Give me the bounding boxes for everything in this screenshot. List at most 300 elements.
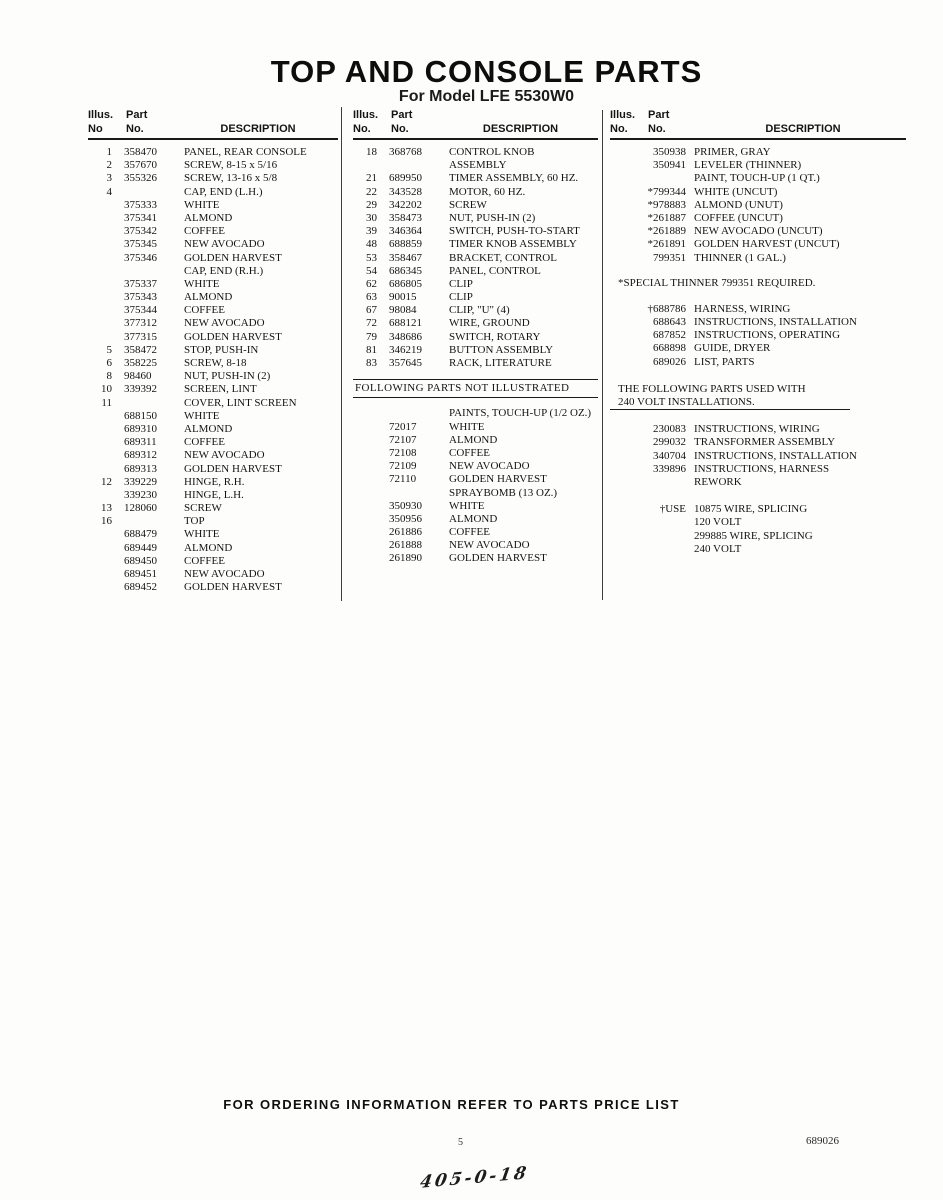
table-row <box>88 146 338 159</box>
description-cell: THINNER (1 GAL.) <box>694 251 786 264</box>
part-no-cell: 261888 <box>389 539 422 552</box>
column-header <box>353 106 598 140</box>
description-cell: COFFEE <box>184 304 225 317</box>
column-header-line1 <box>353 108 598 122</box>
description-cell: CLIP, "U" (4) <box>449 304 510 317</box>
part-no-cell: 350941 <box>653 159 686 172</box>
illus-no-cell: 79 <box>366 330 377 343</box>
description-cell: GOLDEN HARVEST (UNCUT) <box>694 238 840 251</box>
table-row <box>88 410 338 423</box>
table-row <box>610 316 906 329</box>
illus-no-cell <box>610 463 630 476</box>
part-no-cell: 357645 <box>389 357 422 369</box>
description-cell: ALMOND <box>184 211 233 224</box>
part-no-cell: 687852 <box>653 329 686 342</box>
table-row <box>353 473 598 486</box>
description-cell: SCREW, 8-18 <box>184 357 247 369</box>
description-cell: TOP <box>184 515 205 528</box>
table-row <box>88 344 338 357</box>
table-row <box>610 476 906 489</box>
part-no-cell: 350956 <box>389 512 422 525</box>
table-row <box>88 265 338 278</box>
row-spacer <box>610 410 906 423</box>
description-cell: HINGE, R.H. <box>184 475 245 488</box>
table-row <box>610 238 906 251</box>
illus-no-cell <box>610 238 630 251</box>
description-cell: TRANSFORMER ASSEMBLY <box>694 436 836 449</box>
description-cell: NEW AVOCADO (UNCUT) <box>694 225 823 238</box>
page-title: TOP AND CONSOLE PARTS <box>270 54 703 89</box>
illus-no-cell: 8 <box>106 370 112 383</box>
part-no-cell <box>389 159 441 172</box>
illus-no-cell <box>610 436 630 449</box>
illus-no-cell: 2 <box>106 159 112 172</box>
table-row <box>610 543 906 556</box>
column-divider <box>341 107 342 601</box>
illus-no-cell <box>610 342 630 355</box>
handwritten-note: 405-0-18 <box>418 1163 531 1193</box>
part-no-cell: 689311 <box>124 436 157 449</box>
illus-no-cell <box>88 410 112 423</box>
illus-no-cell <box>610 516 630 529</box>
table-row <box>610 450 906 463</box>
description-cell: NUT, PUSH-IN (2) <box>184 370 271 383</box>
description-cell: COFFEE (UNCUT) <box>694 211 783 224</box>
column-header-line2 <box>88 122 338 136</box>
part-no-cell: 368768 <box>389 146 422 158</box>
illus-no-cell <box>88 489 112 502</box>
illus-no-cell <box>88 542 112 555</box>
illus-no-cell <box>88 423 112 436</box>
table-row <box>88 186 338 199</box>
part-no-cell: 358225 <box>124 357 157 369</box>
description-cell: WIRE, GROUND <box>449 317 530 330</box>
illus-no-cell <box>610 543 630 556</box>
note-line: 240 VOLT INSTALLATIONS. <box>610 396 850 410</box>
table-row <box>88 555 338 568</box>
illus-no-cell <box>353 407 377 420</box>
part-no-cell: 346219 <box>389 343 422 356</box>
illus-no-cell <box>88 304 112 317</box>
description-cell: SCREW <box>184 502 222 515</box>
table-row <box>353 552 598 565</box>
illus-no-cell: 13 <box>101 502 112 515</box>
illus-no-cell <box>610 303 630 316</box>
table-row <box>88 238 338 251</box>
illus-no-cell: 39 <box>366 225 377 238</box>
description-cell: RACK, LITERATURE <box>449 357 552 369</box>
description-cell: LIST, PARTS <box>694 355 755 368</box>
table-row <box>88 199 338 212</box>
description-cell: ALMOND <box>449 512 498 525</box>
description-cell: INSTRUCTIONS, WIRING <box>694 423 820 436</box>
part-no-cell: 339896 <box>653 462 686 475</box>
parts-column-3 <box>610 106 906 556</box>
table-row <box>88 172 338 185</box>
illus-no-cell <box>610 530 630 543</box>
part-no-cell: 299032 <box>653 436 686 449</box>
illus-no-cell: 4 <box>106 185 112 198</box>
table-row <box>88 212 338 225</box>
table-row <box>353 159 598 172</box>
illus-no-cell: 12 <box>101 475 112 488</box>
description-cell: NEW AVOCADO <box>184 568 265 580</box>
illus-no-cell: 29 <box>366 198 377 211</box>
part-no-cell <box>634 476 686 489</box>
table-row <box>610 436 906 449</box>
description-cell: PRIMER, GRAY <box>694 146 771 158</box>
table-row <box>88 278 338 291</box>
part-no-cell: 689450 <box>124 554 157 567</box>
description-cell: ALMOND <box>184 541 233 554</box>
column-divider <box>602 110 603 600</box>
part-no-cell: 688150 <box>124 409 157 422</box>
illus-no-cell <box>610 476 630 489</box>
description-cell: COVER, LINT SCREEN <box>184 396 297 409</box>
illus-no-cell <box>353 513 377 526</box>
description-cell: SCREW, 8-15 x 5/16 <box>184 159 278 172</box>
illus-no-cell <box>88 238 112 251</box>
illus-no-cell: 67 <box>366 304 377 317</box>
table-row <box>610 225 906 238</box>
part-no-cell: 261886 <box>389 526 422 539</box>
row-spacer <box>610 489 906 503</box>
part-no-cell: 355326 <box>124 172 157 185</box>
illus-no-cell <box>610 329 630 342</box>
part-no-cell: 72110 <box>389 473 417 486</box>
table-row <box>353 317 598 330</box>
illus-no-cell: 72 <box>366 317 377 330</box>
description-cell: CAP, END (L.H.) <box>184 185 263 198</box>
description-cell: 120 VOLT <box>694 516 742 529</box>
description-cell: 240 VOLT <box>694 542 742 555</box>
table-row <box>610 356 906 369</box>
part-no-cell: 688643 <box>653 316 686 329</box>
description-cell: WHITE <box>184 198 220 211</box>
part-no-cell: *799344 <box>647 185 686 198</box>
illus-header-label: Illus. <box>610 109 636 121</box>
illus-no-cell <box>610 503 630 516</box>
part-no-cell: 689310 <box>124 422 157 435</box>
description-header: DESCRIPTION <box>220 123 296 135</box>
part-no-cell: 689449 <box>124 541 157 554</box>
table-row <box>88 159 338 172</box>
description-header: DESCRIPTION <box>765 123 841 135</box>
description-cell: SCREW <box>449 198 487 211</box>
table-row <box>88 383 338 396</box>
part-no-cell <box>634 543 686 556</box>
part-no-cell: 689451 <box>124 568 157 580</box>
description-cell: WHITE <box>449 499 485 512</box>
table-row <box>88 463 338 476</box>
table-row <box>610 252 906 265</box>
description-cell: PAINT, TOUCH-UP (1 QT.) <box>694 172 820 185</box>
table-row <box>353 252 598 265</box>
description-cell: GOLDEN HARVEST <box>184 462 282 475</box>
illus-no-cell <box>88 278 112 291</box>
illus-no-cell <box>353 460 377 473</box>
table-row <box>610 530 906 543</box>
column-header-line2 <box>353 122 598 136</box>
illus-no-cell <box>88 568 112 581</box>
description-cell: STOP, PUSH-IN <box>184 343 259 356</box>
part-no-cell: 346364 <box>389 225 422 238</box>
parts-rows <box>610 146 906 556</box>
description-cell: GOLDEN HARVEST <box>449 473 547 486</box>
table-row <box>88 252 338 265</box>
description-cell: PANEL, REAR CONSOLE <box>184 146 307 158</box>
illus-no-cell <box>88 317 112 330</box>
table-row <box>353 526 598 539</box>
table-row <box>88 331 338 344</box>
description-cell: REWORK <box>694 475 742 488</box>
description-cell: GUIDE, DRYER <box>694 342 771 355</box>
illus-no-cell <box>610 450 630 463</box>
table-row <box>88 502 338 515</box>
part-no-cell: 350930 <box>389 499 422 512</box>
table-row <box>88 436 338 449</box>
description-cell: TIMER KNOB ASSEMBLY <box>449 238 577 251</box>
illus-no-cell <box>353 539 377 552</box>
row-spacer <box>610 369 906 383</box>
part-no-cell <box>124 265 176 278</box>
part-no-cell: 688479 <box>124 528 157 541</box>
description-cell: NEW AVOCADO <box>184 317 265 330</box>
table-row <box>88 370 338 383</box>
illus-no-cell: 10 <box>101 383 112 396</box>
part-no-cell: 72107 <box>389 433 417 446</box>
description-cell: PAINTS, TOUCH-UP (1/2 OZ.) <box>449 407 592 420</box>
description-cell: CLIP <box>449 277 473 290</box>
description-cell: WHITE <box>184 409 220 422</box>
part-no-cell: 668898 <box>653 342 686 355</box>
part-no-cell <box>634 530 686 543</box>
illus-no-cell: 30 <box>366 211 377 224</box>
illus-no-cell <box>610 146 630 159</box>
description-cell: TIMER ASSEMBLY, 60 HZ. <box>449 172 579 185</box>
table-row <box>353 265 598 278</box>
part-no-cell: 339392 <box>124 383 157 396</box>
description-cell: LEVELER (THINNER) <box>694 159 802 172</box>
table-row <box>88 304 338 317</box>
part-no-cell: †688786 <box>647 302 686 315</box>
table-row <box>610 342 906 355</box>
illus-no-cell: 11 <box>101 396 112 409</box>
part-no-cell: 342202 <box>389 198 422 211</box>
table-row <box>610 463 906 476</box>
part-header-label: Part <box>391 109 413 121</box>
description-cell: INSTRUCTIONS, INSTALLATION <box>694 449 857 462</box>
illus-no-cell: 53 <box>366 251 377 264</box>
part-no-cell: 688121 <box>389 317 422 330</box>
part-no-cell: *261889 <box>647 225 686 238</box>
part-no-cell: 339230 <box>124 488 157 501</box>
illus-no-cell: 48 <box>366 238 377 251</box>
column-header <box>610 106 906 140</box>
table-row <box>353 146 598 159</box>
part-no-header: No. <box>126 123 144 135</box>
illus-no-cell: 22 <box>366 185 377 198</box>
table-row <box>610 423 906 436</box>
part-no-cell: 377315 <box>124 330 157 343</box>
illus-no-header: No. <box>610 123 628 135</box>
illus-no-cell: 1 <box>106 146 112 158</box>
part-no-cell: 358470 <box>124 146 157 158</box>
parts-column-2 <box>353 106 598 566</box>
description-cell: HARNESS, WIRING <box>694 302 791 315</box>
illus-no-cell <box>88 212 112 225</box>
table-row <box>353 291 598 304</box>
illus-no-cell <box>353 552 377 565</box>
description-cell: CLIP <box>449 291 473 304</box>
table-row <box>610 146 906 159</box>
part-no-cell: 375337 <box>124 277 157 290</box>
part-no-cell: 72017 <box>389 420 417 433</box>
description-cell: GOLDEN HARVEST <box>184 330 282 343</box>
section-header: FOLLOWING PARTS NOT ILLUSTRATED <box>353 379 598 398</box>
part-no-cell: 686345 <box>389 264 422 277</box>
part-no-header: No. <box>648 123 666 135</box>
description-cell: INSTRUCTIONS, OPERATING <box>694 329 841 342</box>
part-no-cell: 128060 <box>124 502 157 515</box>
table-row <box>353 447 598 460</box>
header-rule <box>353 138 598 140</box>
description-header: DESCRIPTION <box>482 123 559 135</box>
doc-number: 689026 <box>806 1135 839 1147</box>
illus-no-cell <box>88 331 112 344</box>
table-row <box>353 225 598 238</box>
illus-no-cell <box>88 199 112 212</box>
column-header-line1 <box>88 108 338 122</box>
description-cell: COFFEE <box>449 526 490 539</box>
part-no-cell: *261887 <box>647 211 686 224</box>
illus-no-cell: 16 <box>101 515 112 528</box>
description-cell: WHITE (UNCUT) <box>694 185 778 198</box>
table-row <box>353 344 598 357</box>
part-no-cell: *261891 <box>647 238 686 251</box>
part-no-cell: 350938 <box>653 146 686 158</box>
part-no-cell <box>124 186 176 199</box>
table-row <box>610 503 906 516</box>
parts-rows <box>88 146 338 594</box>
illus-no-cell <box>610 423 630 436</box>
part-no-cell <box>124 397 176 410</box>
model-subtitle: For Model LFE 5530W0 <box>398 88 575 105</box>
description-cell: NEW AVOCADO <box>449 539 530 552</box>
parts-column-1 <box>88 106 338 594</box>
illus-no-cell <box>610 225 630 238</box>
part-no-cell: 689312 <box>124 449 157 462</box>
part-no-cell: 340704 <box>653 449 686 462</box>
description-cell: ALMOND <box>449 433 498 446</box>
part-no-cell <box>389 407 441 420</box>
illus-no-cell: 83 <box>366 357 377 369</box>
row-spacer <box>610 265 906 277</box>
description-cell: WHITE <box>184 528 220 541</box>
illus-no-cell <box>88 252 112 265</box>
table-row <box>88 317 338 330</box>
illus-no-cell <box>353 526 377 539</box>
part-no-cell: 72109 <box>389 460 417 473</box>
table-row <box>353 304 598 317</box>
table-row <box>88 542 338 555</box>
part-no-cell: 689313 <box>124 462 157 475</box>
row-spacer <box>610 290 906 303</box>
note-line: *SPECIAL THINNER 799351 REQUIRED. <box>618 276 816 289</box>
illus-no-cell <box>610 186 630 199</box>
table-row <box>353 278 598 291</box>
table-row <box>353 186 598 199</box>
part-no-cell: 375345 <box>124 238 157 251</box>
table-row <box>88 397 338 410</box>
part-no-cell: 375346 <box>124 251 157 264</box>
illus-header-label: Illus. <box>88 109 114 121</box>
illus-no-cell: 6 <box>106 357 112 369</box>
description-cell: GOLDEN HARVEST <box>184 251 282 264</box>
illus-no-cell <box>610 159 630 172</box>
note-line: THE FOLLOWING PARTS USED WITH <box>618 382 806 395</box>
table-row <box>610 159 906 172</box>
table-row <box>353 513 598 526</box>
part-no-cell: 689950 <box>389 172 422 185</box>
description-cell: 10875 WIRE, SPLICING <box>694 503 808 516</box>
table-row <box>88 515 338 528</box>
description-cell: SCREW, 13-16 x 5/8 <box>184 172 278 185</box>
part-no-cell: 689452 <box>124 581 157 594</box>
table-row <box>353 199 598 212</box>
description-cell: COFFEE <box>449 446 490 459</box>
part-no-cell <box>124 515 176 528</box>
description-cell: ASSEMBLY <box>449 159 507 172</box>
illus-no-cell <box>353 159 377 172</box>
table-row <box>88 225 338 238</box>
description-cell: NUT, PUSH-IN (2) <box>449 211 536 224</box>
table-row <box>610 212 906 225</box>
table-row <box>610 186 906 199</box>
part-no-cell: *978883 <box>647 198 686 211</box>
table-row <box>353 238 598 251</box>
table-row <box>610 199 906 212</box>
illus-no-header: No <box>88 123 103 135</box>
description-cell: COFFEE <box>184 554 225 567</box>
part-no-header: No. <box>391 123 409 135</box>
illus-no-cell: 54 <box>366 264 377 277</box>
part-no-cell: 799351 <box>653 251 686 264</box>
table-row <box>353 212 598 225</box>
description-cell: NEW AVOCADO <box>184 238 265 251</box>
description-cell: PANEL, CONTROL <box>449 264 541 277</box>
part-no-cell: 357670 <box>124 159 157 172</box>
table-row <box>88 528 338 541</box>
table-row <box>353 539 598 552</box>
illus-no-cell: 18 <box>366 146 377 158</box>
illus-no-cell: 63 <box>366 291 377 304</box>
table-row <box>88 568 338 581</box>
column-header-line2 <box>610 122 906 136</box>
table-row <box>353 434 598 447</box>
table-row <box>353 172 598 185</box>
part-no-cell: 686805 <box>389 277 422 290</box>
row-spacer <box>353 370 598 379</box>
description-cell: SWITCH, PUSH-TO-START <box>449 225 580 238</box>
illus-no-cell: 21 <box>366 172 377 185</box>
illus-no-cell: 3 <box>106 172 112 185</box>
table-row <box>88 291 338 304</box>
part-no-cell: 689026 <box>653 355 686 368</box>
table-row <box>353 460 598 473</box>
part-no-cell: 343528 <box>389 185 422 198</box>
description-cell: COFFEE <box>184 436 225 449</box>
